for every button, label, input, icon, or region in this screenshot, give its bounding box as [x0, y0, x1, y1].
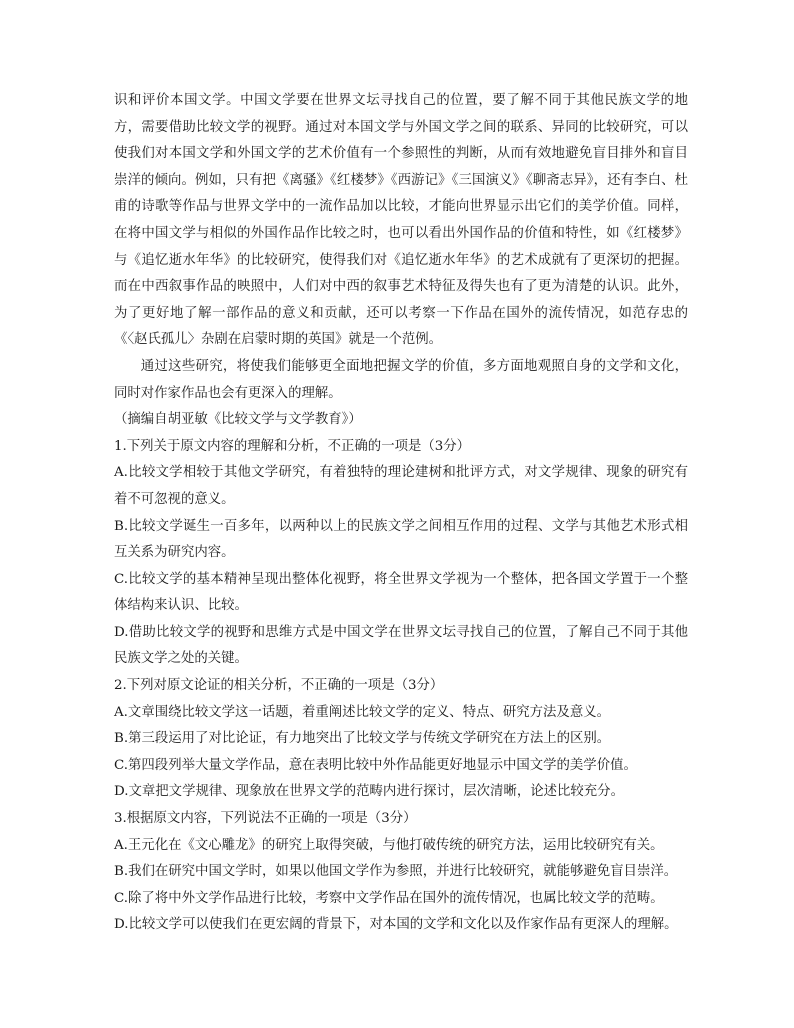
- question-3-option-c: C.除了将中外文学作品进行比较，考察中文学作品在国外的流传情况，也属比较文学的范畴。: [114, 890, 664, 906]
- question-1-option-b: B.比较文学诞生一百多年，以两种以上的民族文学之间相互作用的过程、文学与其他艺术形式相互关系为研究内容。: [114, 518, 688, 561]
- question-1-option-c: C.比较文学的基本精神呈现出整体化视野，将全世界文学视为一个整体，把各国文学置于一个整体结构来认识、比较。: [114, 571, 688, 614]
- question-2-title: 2.下列对原文论证的相关分析，不正确的一项是（3分）: [114, 678, 444, 694]
- question-3-option-a: A.王元化在《文心雕龙》的研究上取得突破，与他打破传统的研究方法，运用比较研究有关。: [114, 837, 664, 853]
- question-1-title: 1.下列关于原文内容的理解和分析，不正确的一项是（3分）: [114, 438, 471, 454]
- question-2: [114, 673, 688, 806]
- question-2-option-d: D.文章把文学规律、现象放在世界文学的范畴内进行探讨，层次清晰，论述比较充分。: [114, 784, 624, 800]
- question-3-option-d: D.比较文学可以使我们在更宏阔的背景下，对本国的文学和文化以及作家作品有更深人的理解。: [114, 917, 678, 933]
- question-2-option-a: A.文章围绕比较文学这一话题，着重阐述比较文学的定义、特点、研究方法及意义。: [114, 704, 610, 720]
- question-2-option-c: C.第四段列举大量文学作品，意在表明比较中外作品能更好地显示中国文学的美学价值。: [114, 757, 637, 773]
- question-1: [114, 434, 688, 673]
- source-citation: （摘编自胡亚敏《比较文学与文学教育》）: [114, 412, 362, 428]
- body-paragraph-2: 通过这些研究，将使我们能够更全面地把握文学的价值，多方面地观照自身的文学和文化，同时对作家作品也会有更深入的理解。: [114, 358, 688, 401]
- question-1-option-d: D.借助比较文学的视野和思维方式是中国文学在世界文坛寻找自己的位置，了解自己不同于其他民族文学之处的关键。: [114, 624, 688, 667]
- document-page: [114, 88, 688, 939]
- question-3: [114, 806, 688, 939]
- body-paragraph-1: 识和评价本国文学。中国文学要在世界文坛寻找自己的位置，要了解不同于其他民族文学的地方，需要借助比较文学的视野。通过对本国文学与外国文学之间的联系、异同的比较研究，可以使我们对本国文学和外国文学的艺术价值有一个参照性的判断，从而有效地避免盲目排外和盲目崇洋的倾向。例如，只有把《离骚》《红楼梦》《西游记》《三国演义》《聊斋志异》，还有李白、杜甫的诗歌等作品与世界文学中的一流作品加以比较，才能向世界显示出它们的美学价值。同样，在将中国文学与相似的外国作品作比较之时，也可以看出外国作品的价值和特性，如《红楼梦》与《追忆逝水年华》的比较研究，使得我们对《追忆逝水年华》的艺术成就有了更深切的把握。而在中西叙事作品的映照中，人们对中西的叙事艺术特征及得失也有了更为清楚的认识。此外，为了更好地了解一部作品的意义和贡献，还可以考察一下作品在国外的流传情况，如范存忠的《〈赵氏孤儿〉杂剧在启蒙时期的英国》就是一个范例。: [114, 93, 688, 348]
- question-3-option-b: B.我们在研究中国文学时，如果以他国文学作为参照，并进行比较研究，就能够避免盲目崇洋。: [114, 864, 678, 880]
- question-2-option-b: B.第三段运用了对比论证，有力地突出了比较文学与传统文学研究在方法上的区别。: [114, 731, 611, 747]
- question-3-title: 3.根据原文内容，下列说法不正确的一项是（3分）: [114, 811, 417, 827]
- question-1-option-a: A.比较文学相较于其他文学研究，有着独特的理论建树和批评方式，对文学规律、现象的研究有着不可忽视的意义。: [114, 465, 688, 507]
